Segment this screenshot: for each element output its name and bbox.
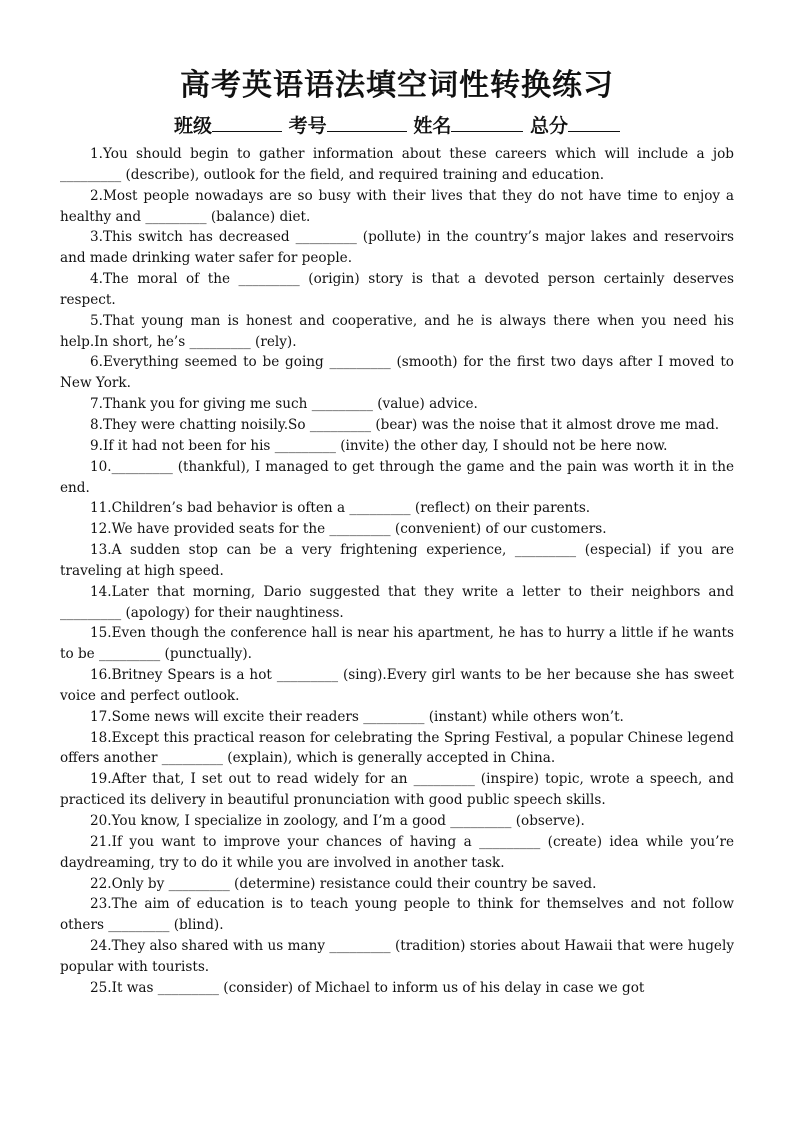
question-item: 14.Later that morning, Dario suggested that they write a letter to their neighbors and _________ (apology) for their naughtiness. (60, 583, 734, 621)
page-title: 高考英语语法填空词性转换练习 (180, 68, 614, 103)
question-item: 21.If you want to improve your chances of having a _________ (create) idea while you’re daydreaming, try to do it while you are involved in another task. (60, 833, 734, 871)
question-item: 19.After that, I set out to read widely for an _________ (inspire) topic, wrote a speech, and practiced its delivery in beautiful pronunciation with good public speech skills. (60, 771, 734, 809)
question-item: 3.This switch has decreased _________ (pollute) in the country’s major lakes and reservoirs and made drinking water safer for people. (60, 229, 734, 267)
question-item: 16.Britney Spears is a hot _________ (sing).Every girl wants to be her because she has sweet voice and perfect outlook. (60, 667, 734, 704)
student-info-line (0, 111, 794, 138)
name-label: 姓名 (413, 115, 452, 137)
question-item: 18.Except this practical reason for celebrating the Spring Festival, a popular Chinese legend offers another _________ (explain), which is generally accepted in China. (60, 729, 734, 767)
question-item: 13.A sudden stop can be a very frightening experience, _________ (especial) if you are traveling at high speed. (60, 542, 734, 579)
question-item: 12.We have provided seats for the _________ (convenient) of our customers. (90, 521, 607, 538)
question-item: 6.Everything seemed to be going _________ (smooth) for the first two days after I moved to New York. (60, 354, 734, 392)
question-item: 17.Some news will excite their readers _________ (instant) while others won’t. (90, 708, 624, 725)
question-item: 15.Even though the conference hall is near his apartment, he has to hurry a little if he wants to be _________ (punctually). (60, 625, 734, 663)
class-label: 班级 (174, 115, 213, 137)
question-item: 4.The moral of the _________ (origin) story is that a devoted person certainly deserves respect. (60, 271, 734, 308)
question-item: 11.Children’s bad behavior is often a _________ (reflect) on their parents. (90, 500, 591, 517)
question-item: 20.You know, I specialize in zoology, and I’m a good _________ (observe). (90, 813, 585, 829)
question-item: 10._________ (thankful), I managed to get through the game and the pain was worth it in the end. (60, 458, 734, 496)
class-blank (212, 113, 282, 132)
score-label: 总分 (529, 115, 568, 137)
question-item: 9.If it had not been for his _________ (invite) the other day, I should not be here now. (90, 437, 668, 454)
question-item: 25.It was _________ (consider) of Michael to inform us of his delay in case we got (90, 979, 645, 996)
question-item: 5.That young man is honest and cooperative, and he is always there when you need his help.In short, he’s _________ (rely). (60, 312, 734, 350)
exam-no-label: 考号 (288, 115, 327, 137)
score-blank (568, 113, 620, 132)
question-list (60, 144, 734, 999)
question-item: 24.They also shared with us many _________ (tradition) stories about Hawaii that were hugely popular with tourists. (60, 938, 734, 975)
exam-no-blank (327, 113, 407, 132)
question-item: 22.Only by _________ (determine) resistance could their country be saved. (90, 875, 597, 892)
question-item: 7.Thank you for giving me such _________ (value) advice. (90, 396, 478, 413)
question-item: 23.The aim of education is to teach young people to think for themselves and not follow others _________ (blind). (60, 896, 734, 934)
question-item: 1.You should begin to gather information about these careers which will include a job _________ (describe), outlook for the field, and required training and education. (60, 146, 734, 183)
name-blank (451, 113, 523, 132)
question-item: 2.Most people nowadays are so busy with their lives that they do not have time to enjoy a healthy and _________ (balance) diet. (60, 187, 734, 225)
question-item: 8.They were chatting noisily.So _________ (bear) was the noise that it almost drove me mad. (90, 416, 720, 433)
